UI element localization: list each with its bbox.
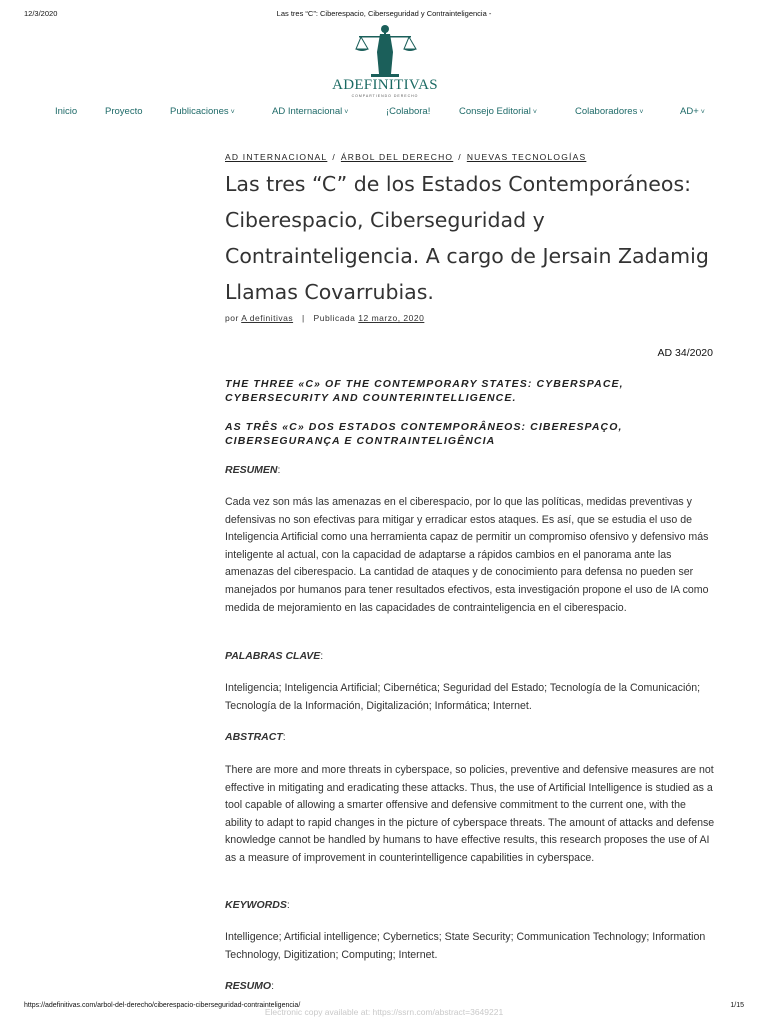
chevron-down-icon: ˅ <box>230 109 235 116</box>
breadcrumb-separator: / <box>332 152 336 162</box>
english-title: THE THREE «C» OF THE CONTEMPORARY STATES: CYBERSPACE, CYBERSECURITY AND COUNTERINTELLIGENCE. <box>225 378 624 404</box>
logo-tagline: COMPARTIENDO DERECHO <box>351 94 419 98</box>
nav-publicaciones[interactable] <box>170 106 235 117</box>
resumo-heading <box>225 980 274 992</box>
nav-consejo-editorial[interactable] <box>459 106 537 117</box>
resumen-paragraph: Cada vez son más las amenazas en el ciberespacio, por lo que las políticas, medidas preventivas y defensivas no son efectivas para mitigar y erradicar estos ataques. Es así, que se estudia el uso de Inteligencia Artificial como una herramienta capaz de permitir un compromiso ofensivo y defensivo más inteligente al actual, con la capacidad de adaptarse a rápidos cambios en el panorama ante las amenazas del ciberespacio. La cantidad de ataques y de conocimiento para defensa no pueden ser manejados por humanos para tener resultados efectivos, esta investigación propone el uso de IA como medida de mejoramiento en las capacidades de contrainteligencia en el ciberespacio. <box>225 496 709 614</box>
article-title: Las tres “C” de los Estados Contemporáneos: Ciberespacio, Ciberseguridad y Contrainteligencia. A cargo de Jersain Zadamig Llamas Covarrubias. <box>225 172 709 304</box>
justice-statue-logo-icon <box>347 22 423 78</box>
ad-number: AD 34/2020 <box>657 347 713 359</box>
heading-colon: : <box>286 899 290 911</box>
keywords-heading <box>225 899 290 911</box>
abstract-heading <box>225 731 286 743</box>
print-url: https://adefinitivas.com/arbol-del-derecho/ciberespacio-ciberseguridad-contrainteligencia/ <box>24 1002 301 1009</box>
nav-label: AD+ <box>680 106 699 117</box>
category-link-arbol-del-derecho[interactable]: ÁRBOL DEL DERECHO <box>340 152 454 162</box>
nav-colabora[interactable] <box>386 106 430 117</box>
heading-colon: : <box>320 650 324 662</box>
published-date-link[interactable]: 12 marzo, 2020 <box>358 313 425 323</box>
byline-separator: | <box>301 313 305 323</box>
resumen-label: RESUMEN <box>225 464 278 476</box>
resumo-label: RESUMO <box>225 980 272 992</box>
keywords-paragraph: Intelligence; Artificial intelligence; Cybernetics; State Security; Communication Technology; Information Technology, Digitization; Computing; Internet. <box>225 931 706 961</box>
category-breadcrumb <box>225 152 586 162</box>
author-link[interactable]: A definitivas <box>241 313 294 323</box>
portuguese-title: AS TRÊS «C» DOS ESTADOS CONTEMPORÂNEOS: CIBERESPAÇO, CIBERSEGURANÇA E CONTRAINTELIGÊNCIA <box>225 421 623 447</box>
print-page-number: 1/15 <box>730 1002 744 1009</box>
print-doc-title: Las tres “C”: Ciberespacio, Ciberseguridad y Contrainteligencia - <box>276 9 492 18</box>
heading-colon: : <box>271 980 275 992</box>
site-logo[interactable] <box>320 22 450 100</box>
heading-colon: : <box>277 464 281 476</box>
byline-por: por <box>225 313 239 323</box>
logo-name: ADEFINITIVAS <box>332 77 438 93</box>
palabras-clave-label: PALABRAS CLAVE <box>225 650 321 662</box>
category-link-nuevas-tecnologias[interactable]: NUEVAS TECNOLOGÍAS <box>466 152 587 162</box>
nav-proyecto[interactable] <box>105 106 143 117</box>
article-byline <box>225 313 424 323</box>
palabras-clave-paragraph: Inteligencia; Inteligencia Artificial; Cibernética; Seguridad del Estado; Tecnología de la Comunicación; Tecnología de la Información, Digitalización; Informática; Internet. <box>225 682 701 712</box>
abstract-paragraph: There are more and more threats in cyberspace, so policies, preventive and defensive measures are not effective in mitigating and eradicating these attacks. Thus, the use of Artificial Intelligence is studied as a tool capable of allowing a smarter offensive and defensive commitment to the current one, with the ability to adapt to rapid changes in the picture of cyberspace threats. The amount of attacks and defense knowledge cannot be handled by humans to have effective results, this research proposes the use of AI as a measure of improvement in counterintelligence capabilities in cyberspace. <box>225 764 715 864</box>
published-label: Publicada <box>313 313 356 323</box>
chevron-down-icon: ˅ <box>639 109 644 116</box>
keywords-label: KEYWORDS <box>225 899 287 911</box>
category-link-ad-internacional[interactable]: AD INTERNACIONAL <box>225 152 328 162</box>
nav-label: Inicio <box>55 106 78 117</box>
nav-colaboradores[interactable] <box>575 106 643 117</box>
chevron-down-icon: ˅ <box>700 109 705 116</box>
heading-colon: : <box>282 731 286 743</box>
nav-label: Colaboradores <box>575 106 638 117</box>
print-date: 12/3/2020 <box>24 9 58 18</box>
resumen-heading <box>225 464 280 476</box>
abstract-label: ABSTRACT <box>225 731 283 743</box>
breadcrumb-separator: / <box>458 152 462 162</box>
nav-label: ¡Colabora! <box>386 106 431 117</box>
nav-label: Publicaciones <box>170 106 229 117</box>
chevron-down-icon: ˅ <box>532 109 537 116</box>
nav-ad-plus[interactable] <box>680 106 705 117</box>
palabras-clave-heading <box>225 650 323 662</box>
ssrn-watermark: Electronic copy available at: https://ssrn.com/abstract=3649221 <box>264 1007 504 1017</box>
print-header <box>0 9 768 21</box>
nav-ad-internacional[interactable] <box>272 106 348 117</box>
nav-inicio[interactable] <box>55 106 77 117</box>
nav-label: Proyecto <box>105 106 143 117</box>
main-nav <box>0 106 768 122</box>
chevron-down-icon: ˅ <box>344 109 349 116</box>
nav-label: AD Internacional <box>272 106 343 117</box>
nav-label: Consejo Editorial <box>459 106 531 117</box>
